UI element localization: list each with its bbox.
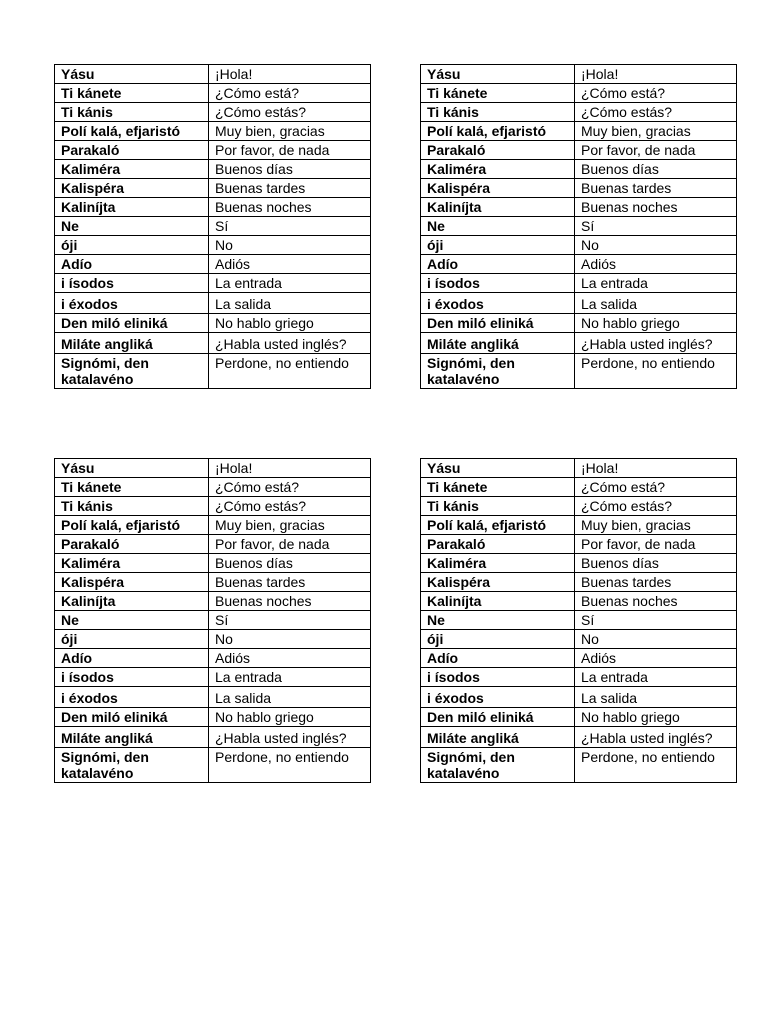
greek-phrase-cell: Parakaló	[55, 535, 209, 554]
spanish-translation-cell: ¡Hola!	[209, 459, 371, 478]
table-row	[55, 535, 371, 554]
table-row	[55, 478, 371, 497]
phrase-table-body	[55, 65, 371, 389]
table-row	[55, 573, 371, 592]
phrase-table	[420, 458, 737, 783]
table-row	[55, 274, 371, 293]
table-row	[421, 748, 737, 783]
spanish-translation-cell: Muy bien, gracias	[575, 516, 737, 535]
phrase-table-body	[421, 459, 737, 783]
spanish-translation-cell: Buenas noches	[209, 198, 371, 217]
table-row	[55, 236, 371, 255]
table-row	[55, 611, 371, 630]
spanish-translation-cell: No hablo griego	[209, 314, 371, 333]
table-row	[55, 708, 371, 727]
greek-phrase-cell: Signómi, den katalavéno	[421, 748, 575, 783]
table-row	[421, 649, 737, 668]
table-row	[421, 708, 737, 727]
phrase-table-body	[55, 459, 371, 783]
spanish-translation-cell: No	[575, 236, 737, 255]
spanish-translation-cell: Buenos días	[575, 160, 737, 179]
phrase-table	[420, 64, 737, 389]
greek-phrase-cell: Adío	[421, 255, 575, 274]
greek-phrase-cell: Yásu	[55, 459, 209, 478]
table-row	[421, 274, 737, 293]
greek-phrase-cell: Den miló eliniká	[421, 314, 575, 333]
table-row	[55, 160, 371, 179]
table-row	[421, 592, 737, 611]
table-row	[55, 554, 371, 573]
greek-phrase-cell: Miláte angliká	[421, 333, 575, 354]
spanish-translation-cell: No hablo griego	[209, 708, 371, 727]
spanish-translation-cell: Por favor, de nada	[575, 535, 737, 554]
table-row	[55, 217, 371, 236]
greek-phrase-cell: Yásu	[55, 65, 209, 84]
table-row	[421, 84, 737, 103]
greek-phrase-cell: Parakaló	[421, 141, 575, 160]
table-row	[421, 160, 737, 179]
phrase-table	[54, 64, 371, 389]
greek-phrase-cell: Kaliníjta	[55, 198, 209, 217]
table-row	[55, 727, 371, 748]
spanish-translation-cell: ¿Cómo está?	[575, 84, 737, 103]
table-row	[421, 497, 737, 516]
spanish-translation-cell: Buenas noches	[575, 592, 737, 611]
table-row	[421, 141, 737, 160]
greek-phrase-cell: Kalispéra	[55, 179, 209, 198]
greek-phrase-cell: Signómi, den katalavéno	[421, 354, 575, 389]
table-row	[55, 748, 371, 783]
table-row	[55, 354, 371, 389]
greek-phrase-cell: Polí kalá, efjaristó	[55, 122, 209, 141]
spanish-translation-cell: Buenos días	[209, 554, 371, 573]
greek-phrase-cell: Ti kánis	[55, 497, 209, 516]
spanish-translation-cell: Muy bien, gracias	[575, 122, 737, 141]
table-row	[421, 333, 737, 354]
spanish-translation-cell: ¿Cómo estás?	[209, 497, 371, 516]
table-row	[55, 459, 371, 478]
spanish-translation-cell: ¡Hola!	[209, 65, 371, 84]
greek-phrase-cell: Ti kánete	[55, 478, 209, 497]
table-row	[421, 179, 737, 198]
spanish-translation-cell: No	[575, 630, 737, 649]
spanish-translation-cell: ¿Cómo está?	[209, 84, 371, 103]
table-row	[421, 573, 737, 592]
spanish-translation-cell: La entrada	[575, 668, 737, 687]
spanish-translation-cell: ¿Habla usted inglés?	[209, 333, 371, 354]
greek-phrase-cell: Parakaló	[55, 141, 209, 160]
greek-phrase-cell: Yásu	[421, 459, 575, 478]
greek-phrase-cell: Ti kánis	[421, 103, 575, 122]
spanish-translation-cell: Adiós	[575, 255, 737, 274]
table-row	[55, 179, 371, 198]
greek-phrase-cell: Miláte angliká	[55, 727, 209, 748]
table-row	[421, 236, 737, 255]
greek-phrase-cell: Kaliníjta	[55, 592, 209, 611]
spanish-translation-cell: ¿Cómo estás?	[209, 103, 371, 122]
greek-phrase-cell: Yásu	[421, 65, 575, 84]
spanish-translation-cell: Buenos días	[575, 554, 737, 573]
spanish-translation-cell: La entrada	[209, 668, 371, 687]
spanish-translation-cell: La salida	[209, 293, 371, 314]
table-row	[55, 103, 371, 122]
greek-phrase-cell: i éxodos	[421, 687, 575, 708]
greek-phrase-cell: i éxodos	[55, 687, 209, 708]
spanish-translation-cell: Por favor, de nada	[209, 535, 371, 554]
spanish-translation-cell: ¡Hola!	[575, 459, 737, 478]
spanish-translation-cell: Adiós	[209, 649, 371, 668]
greek-phrase-cell: i ísodos	[421, 668, 575, 687]
table-row	[421, 727, 737, 748]
table-row	[55, 198, 371, 217]
table-row	[55, 122, 371, 141]
greek-phrase-cell: Kaliméra	[421, 160, 575, 179]
greek-phrase-cell: óji	[55, 630, 209, 649]
spanish-translation-cell: Perdone, no entiendo	[575, 748, 737, 783]
spanish-translation-cell: Muy bien, gracias	[209, 122, 371, 141]
table-row	[421, 535, 737, 554]
table-row	[55, 255, 371, 274]
spanish-translation-cell: No hablo griego	[575, 708, 737, 727]
table-row	[55, 141, 371, 160]
greek-phrase-cell: Signómi, den katalavéno	[55, 748, 209, 783]
greek-phrase-cell: Polí kalá, efjaristó	[421, 122, 575, 141]
table-row	[55, 630, 371, 649]
table-row	[421, 103, 737, 122]
greek-phrase-cell: óji	[421, 630, 575, 649]
greek-phrase-cell: Kaliméra	[55, 554, 209, 573]
table-row	[55, 293, 371, 314]
spanish-translation-cell: Buenas tardes	[209, 179, 371, 198]
spanish-translation-cell: Adiós	[575, 649, 737, 668]
greek-phrase-cell: Ti kánete	[55, 84, 209, 103]
greek-phrase-cell: Kaliméra	[55, 160, 209, 179]
table-row	[421, 459, 737, 478]
table-row	[421, 630, 737, 649]
greek-phrase-cell: i éxodos	[55, 293, 209, 314]
greek-phrase-cell: Ti kánis	[55, 103, 209, 122]
table-row	[421, 354, 737, 389]
spanish-translation-cell: No	[209, 630, 371, 649]
spanish-translation-cell: Sí	[209, 217, 371, 236]
greek-phrase-cell: Kalispéra	[55, 573, 209, 592]
table-row	[421, 516, 737, 535]
spanish-translation-cell: Perdone, no entiendo	[209, 354, 371, 389]
greek-phrase-cell: Ti kánis	[421, 497, 575, 516]
table-row	[55, 314, 371, 333]
spanish-translation-cell: Perdone, no entiendo	[575, 354, 737, 389]
greek-phrase-cell: Miláte angliká	[421, 727, 575, 748]
table-row	[421, 668, 737, 687]
greek-phrase-cell: Ne	[55, 217, 209, 236]
spanish-translation-cell: Sí	[575, 611, 737, 630]
spanish-translation-cell: Buenos días	[209, 160, 371, 179]
spanish-translation-cell: ¿Cómo está?	[575, 478, 737, 497]
table-row	[55, 497, 371, 516]
table-row	[421, 314, 737, 333]
greek-phrase-cell: Ti kánete	[421, 478, 575, 497]
greek-phrase-cell: Ti kánete	[421, 84, 575, 103]
greek-phrase-cell: Kaliníjta	[421, 198, 575, 217]
greek-phrase-cell: Polí kalá, efjaristó	[421, 516, 575, 535]
greek-phrase-cell: Adío	[55, 649, 209, 668]
spanish-translation-cell: ¿Cómo estás?	[575, 497, 737, 516]
greek-phrase-cell: Den miló eliniká	[55, 708, 209, 727]
spanish-translation-cell: La salida	[575, 687, 737, 708]
table-row	[55, 668, 371, 687]
greek-phrase-cell: Kaliméra	[421, 554, 575, 573]
spanish-translation-cell: La entrada	[209, 274, 371, 293]
table-row	[421, 65, 737, 84]
spanish-translation-cell: Buenas noches	[209, 592, 371, 611]
spanish-translation-cell: Por favor, de nada	[209, 141, 371, 160]
table-row	[55, 333, 371, 354]
spanish-translation-cell: Muy bien, gracias	[209, 516, 371, 535]
greek-phrase-cell: Kalispéra	[421, 179, 575, 198]
greek-phrase-cell: i éxodos	[421, 293, 575, 314]
table-row	[421, 687, 737, 708]
table-row	[421, 122, 737, 141]
spanish-translation-cell: Adiós	[209, 255, 371, 274]
greek-phrase-cell: Kalispéra	[421, 573, 575, 592]
spanish-translation-cell: Sí	[209, 611, 371, 630]
spanish-translation-cell: Perdone, no entiendo	[209, 748, 371, 783]
table-row	[421, 217, 737, 236]
phrase-table	[54, 458, 371, 783]
greek-phrase-cell: i ísodos	[55, 668, 209, 687]
greek-phrase-cell: Adío	[421, 649, 575, 668]
greek-phrase-cell: i ísodos	[421, 274, 575, 293]
phrase-table-body	[421, 65, 737, 389]
greek-phrase-cell: óji	[421, 236, 575, 255]
greek-phrase-cell: óji	[55, 236, 209, 255]
spanish-translation-cell: La salida	[575, 293, 737, 314]
greek-phrase-cell: Ne	[55, 611, 209, 630]
spanish-translation-cell: Buenas tardes	[209, 573, 371, 592]
spanish-translation-cell: La salida	[209, 687, 371, 708]
table-row	[55, 516, 371, 535]
spanish-translation-cell: No hablo griego	[575, 314, 737, 333]
spanish-translation-cell: ¿Habla usted inglés?	[209, 727, 371, 748]
table-row	[421, 293, 737, 314]
spanish-translation-cell: ¿Cómo estás?	[575, 103, 737, 122]
table-row	[55, 687, 371, 708]
greek-phrase-cell: Signómi, den katalavéno	[55, 354, 209, 389]
table-row	[421, 255, 737, 274]
spanish-translation-cell: ¿Cómo está?	[209, 478, 371, 497]
greek-phrase-cell: Kaliníjta	[421, 592, 575, 611]
greek-phrase-cell: Parakaló	[421, 535, 575, 554]
spanish-translation-cell: Buenas tardes	[575, 573, 737, 592]
greek-phrase-cell: Ne	[421, 217, 575, 236]
table-row	[55, 84, 371, 103]
spanish-translation-cell: Buenas tardes	[575, 179, 737, 198]
spanish-translation-cell: Sí	[575, 217, 737, 236]
table-row	[421, 611, 737, 630]
table-row	[55, 649, 371, 668]
table-row	[421, 478, 737, 497]
greek-phrase-cell: Adío	[55, 255, 209, 274]
greek-phrase-cell: i ísodos	[55, 274, 209, 293]
table-row	[421, 554, 737, 573]
spanish-translation-cell: Por favor, de nada	[575, 141, 737, 160]
spanish-translation-cell: ¡Hola!	[575, 65, 737, 84]
greek-phrase-cell: Ne	[421, 611, 575, 630]
spanish-translation-cell: La entrada	[575, 274, 737, 293]
spanish-translation-cell: ¿Habla usted inglés?	[575, 727, 737, 748]
table-row	[55, 65, 371, 84]
table-row	[421, 198, 737, 217]
table-row	[55, 592, 371, 611]
spanish-translation-cell: ¿Habla usted inglés?	[575, 333, 737, 354]
spanish-translation-cell: Buenas noches	[575, 198, 737, 217]
greek-phrase-cell: Miláte angliká	[55, 333, 209, 354]
greek-phrase-cell: Den miló eliniká	[55, 314, 209, 333]
greek-phrase-cell: Polí kalá, efjaristó	[55, 516, 209, 535]
greek-phrase-cell: Den miló eliniká	[421, 708, 575, 727]
spanish-translation-cell: No	[209, 236, 371, 255]
